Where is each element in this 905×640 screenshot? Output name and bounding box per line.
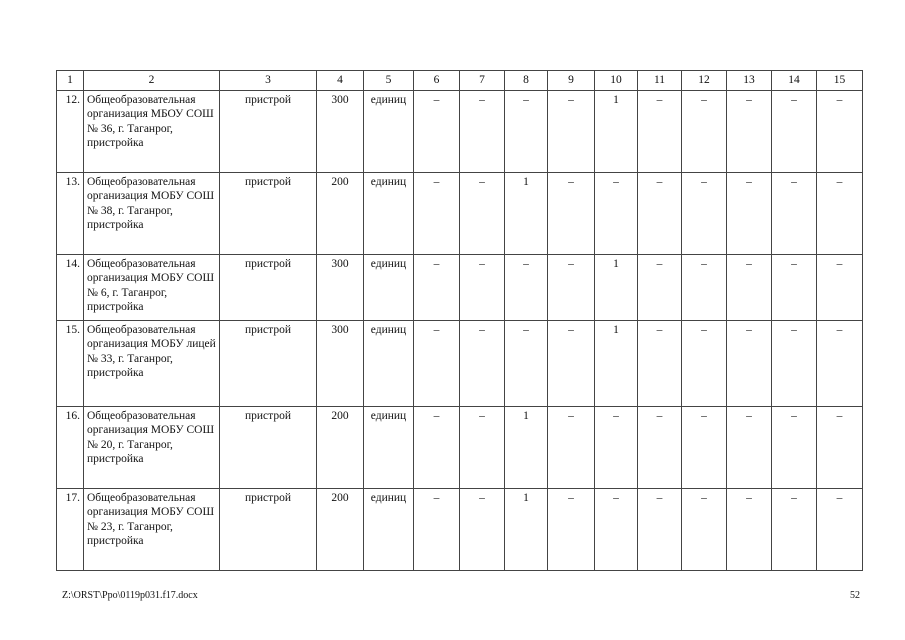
column-header: 10 [595, 71, 638, 91]
year-value-cell: – [638, 172, 682, 254]
year-value-cell: – [505, 90, 548, 172]
table-row [57, 254, 863, 320]
year-value-cell: 1 [505, 172, 548, 254]
object-type: пристрой [220, 172, 317, 254]
year-value-cell: 1 [595, 90, 638, 172]
year-value-cell: – [460, 320, 505, 406]
organization-name: Общеобразовательная организация МБОУ СОШ № 36, г. Таганрог, пристройка [84, 90, 220, 172]
organization-name: Общеобразовательная организация МОБУ СОШ № 38, г. Таганрог, пристройка [84, 172, 220, 254]
column-header: 8 [505, 71, 548, 91]
year-value-cell: – [460, 488, 505, 570]
year-value-cell: – [548, 90, 595, 172]
year-value-cell: – [460, 90, 505, 172]
row-number: 12. [57, 90, 84, 172]
year-value-cell: – [817, 90, 863, 172]
year-value-cell: – [595, 172, 638, 254]
year-value-cell: – [638, 406, 682, 488]
year-value-cell: 1 [595, 320, 638, 406]
year-value-cell: – [460, 254, 505, 320]
year-value-cell: – [638, 90, 682, 172]
year-value-cell: – [682, 254, 727, 320]
capacity-value: 300 [317, 90, 364, 172]
year-value-cell: – [548, 254, 595, 320]
capacity-value: 300 [317, 320, 364, 406]
year-value-cell: – [638, 254, 682, 320]
table-row [57, 488, 863, 570]
year-value-cell: – [727, 488, 772, 570]
year-value-cell: – [414, 488, 460, 570]
organization-name: Общеобразовательная организация МОБУ лицей № 33, г. Таганрог, пристройка [84, 320, 220, 406]
column-header: 3 [220, 71, 317, 91]
column-header: 7 [460, 71, 505, 91]
year-value-cell: – [414, 320, 460, 406]
object-type: пристрой [220, 406, 317, 488]
unit-label: единиц [364, 406, 414, 488]
year-value-cell: – [595, 488, 638, 570]
year-value-cell: – [817, 254, 863, 320]
year-value-cell: – [414, 172, 460, 254]
unit-label: единиц [364, 172, 414, 254]
year-value-cell: – [548, 406, 595, 488]
column-header: 15 [817, 71, 863, 91]
data-table [56, 70, 863, 571]
year-value-cell: – [682, 172, 727, 254]
header-row [57, 71, 863, 91]
year-value-cell: – [638, 488, 682, 570]
page-number: 52 [850, 590, 860, 601]
object-type: пристрой [220, 488, 317, 570]
unit-label: единиц [364, 488, 414, 570]
year-value-cell: – [548, 320, 595, 406]
capacity-value: 300 [317, 254, 364, 320]
row-number: 13. [57, 172, 84, 254]
year-value-cell: – [817, 488, 863, 570]
year-value-cell: – [817, 406, 863, 488]
year-value-cell: – [817, 172, 863, 254]
year-value-cell: – [682, 406, 727, 488]
row-number: 17. [57, 488, 84, 570]
table-row [57, 90, 863, 172]
column-header: 14 [772, 71, 817, 91]
capacity-value: 200 [317, 406, 364, 488]
year-value-cell: – [727, 320, 772, 406]
column-header: 4 [317, 71, 364, 91]
row-number: 15. [57, 320, 84, 406]
year-value-cell: – [727, 90, 772, 172]
object-type: пристрой [220, 320, 317, 406]
year-value-cell: – [727, 254, 772, 320]
column-header: 13 [727, 71, 772, 91]
year-value-cell: – [817, 320, 863, 406]
year-value-cell: 1 [595, 254, 638, 320]
year-value-cell: – [772, 172, 817, 254]
object-type: пристрой [220, 254, 317, 320]
year-value-cell: – [414, 406, 460, 488]
year-value-cell: – [460, 406, 505, 488]
unit-label: единиц [364, 254, 414, 320]
year-value-cell: – [682, 320, 727, 406]
organization-name: Общеобразовательная организация МОБУ СОШ № 6, г. Таганрог, пристройка [84, 254, 220, 320]
year-value-cell: – [772, 254, 817, 320]
capacity-value: 200 [317, 172, 364, 254]
year-value-cell: – [548, 172, 595, 254]
year-value-cell: – [638, 320, 682, 406]
table-row [57, 172, 863, 254]
year-value-cell: – [505, 254, 548, 320]
unit-label: единиц [364, 90, 414, 172]
year-value-cell: – [772, 406, 817, 488]
table-row [57, 406, 863, 488]
organization-name: Общеобразовательная организация МОБУ СОШ № 20, г. Таганрог, пристройка [84, 406, 220, 488]
unit-label: единиц [364, 320, 414, 406]
year-value-cell: – [460, 172, 505, 254]
year-value-cell: – [548, 488, 595, 570]
year-value-cell: – [682, 90, 727, 172]
year-value-cell: 1 [505, 488, 548, 570]
year-value-cell: – [772, 488, 817, 570]
column-header: 6 [414, 71, 460, 91]
column-header: 5 [364, 71, 414, 91]
capacity-value: 200 [317, 488, 364, 570]
organization-name: Общеобразовательная организация МОБУ СОШ № 23, г. Таганрог, пристройка [84, 488, 220, 570]
year-value-cell: 1 [505, 406, 548, 488]
row-number: 16. [57, 406, 84, 488]
object-type: пристрой [220, 90, 317, 172]
year-value-cell: – [727, 172, 772, 254]
year-value-cell: – [414, 254, 460, 320]
year-value-cell: – [414, 90, 460, 172]
table-body [57, 71, 863, 571]
year-value-cell: – [772, 320, 817, 406]
column-header: 11 [638, 71, 682, 91]
year-value-cell: – [595, 406, 638, 488]
year-value-cell: – [772, 90, 817, 172]
row-number: 14. [57, 254, 84, 320]
file-path: Z:\ORST\Ppo\0119p031.f17.docx [62, 590, 198, 601]
column-header: 2 [84, 71, 220, 91]
year-value-cell: – [682, 488, 727, 570]
column-header: 9 [548, 71, 595, 91]
table-row [57, 320, 863, 406]
year-value-cell: – [505, 320, 548, 406]
year-value-cell: – [727, 406, 772, 488]
column-header: 12 [682, 71, 727, 91]
column-header: 1 [57, 71, 84, 91]
